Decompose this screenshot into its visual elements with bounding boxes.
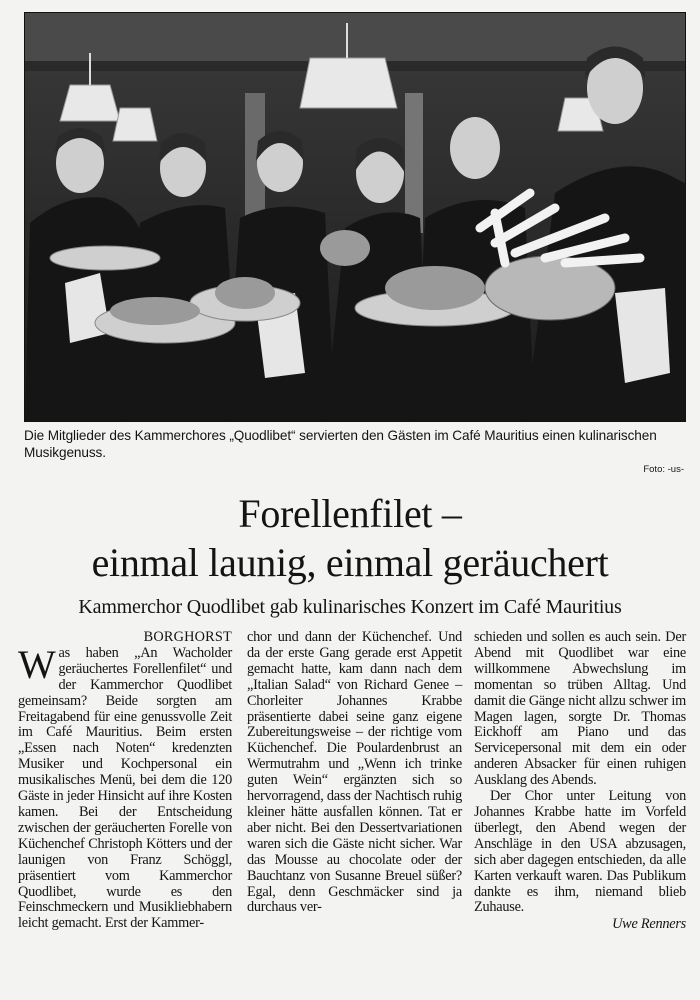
column-1-paragraph	[18, 641, 232, 932]
article-column-3	[474, 630, 686, 933]
article-column-2	[247, 630, 462, 916]
photo-illustration	[25, 13, 685, 421]
photo-credit: Foto: -us-	[643, 464, 684, 475]
column-1-text: as haben „An Wacholder geräuchertes Forellenfilet“ und der Kammerchor Quodlibet gemeinsam? Beide sorgten am Freitagabend für eine genussvolle Zeit im Café Mauritius. Beim ersten „Essen nach Noten“ kredenzten Musiker und Kochpersonal ein musikalisches Menü, bei dem die 120 Gäste in jeder Hinsicht auf ihre Kosten kamen. Bei der Entscheidung zwischen der geräucherten Forelle von Küchenchef Christoph Kötters und der launigen von Franz Schöggl, präsentiert vom Kammerchor Quodlibet, wurde es den Feinschmeckern und Musikliebhabern leicht gemacht. Erst der Kammer-	[18, 644, 232, 932]
headline-line-1: Forellenfilet –	[238, 491, 462, 536]
dateline: BORGHORST	[143, 629, 232, 645]
drop-cap: W	[18, 641, 56, 687]
subheadline: Kammerchor Quodlibet gab kulinarisches Konzert im Café Mauritius	[78, 596, 622, 618]
article-photo	[24, 12, 686, 422]
photo-caption: Die Mitglieder des Kammerchores „Quodlibet“ servierten den Gästen im Café Mauritius einen kulinarischen Musikgenuss.	[24, 428, 657, 460]
column-2-text: chor und dann der Küchenchef. Und da der erste Gang gerade erst Appetit gemacht hatte, kam dann nach dem „Italian Salad“ von Richard Genee – Chorleiter Johannes Krabbe präsentierte dabei seine ganz eigene Zubereitungsweise – der richtige vom Küchenchef. Die Poulardenbrust an Wermutrahm und „Wenn ich trinke guten Wein“ ergänzten sich so hervorragend, dass der Nachtisch ruhig kleiner hätte ausfallen können. Tat er aber nicht. Bei den Dessertvariationen waren sich die Gäste nicht sicher. War das Mousse au chocolate oder der Bauchtanz von Susanne Breuel süßer? Egal, denn Geschmäcker sind ja durchaus ver-	[247, 629, 462, 916]
author-byline: Uwe Renners	[612, 916, 686, 933]
column-3-paragraph-1: schieden und sollen es auch sein. Der Abend mit Quodlibet war eine willkommene Abwechslung im momentan so trüben Alltag. Und damit die Gänge nicht allzu schwer im Magen lagen, sorgte Dr. Thomas Eickhoff am Piano und das Servicepersonal mit dem ein oder anderen Absacker für einen ruhigen Ausklang des Abends.	[474, 629, 686, 789]
headline-line-2: einmal launig, einmal geräuchert	[91, 540, 609, 585]
column-3-paragraph-2: Der Chor unter Leitung von Johannes Krabbe hatte im Vorfeld überlegt, den Abend wegen der Anschläge in den USA abzusagen, sich aber dagegen entschieden, da alle Karten verkauft waren. Das Publikum dankte es ihm, niemand blieb Zuhause.	[474, 788, 686, 916]
article-column-1	[18, 630, 232, 932]
